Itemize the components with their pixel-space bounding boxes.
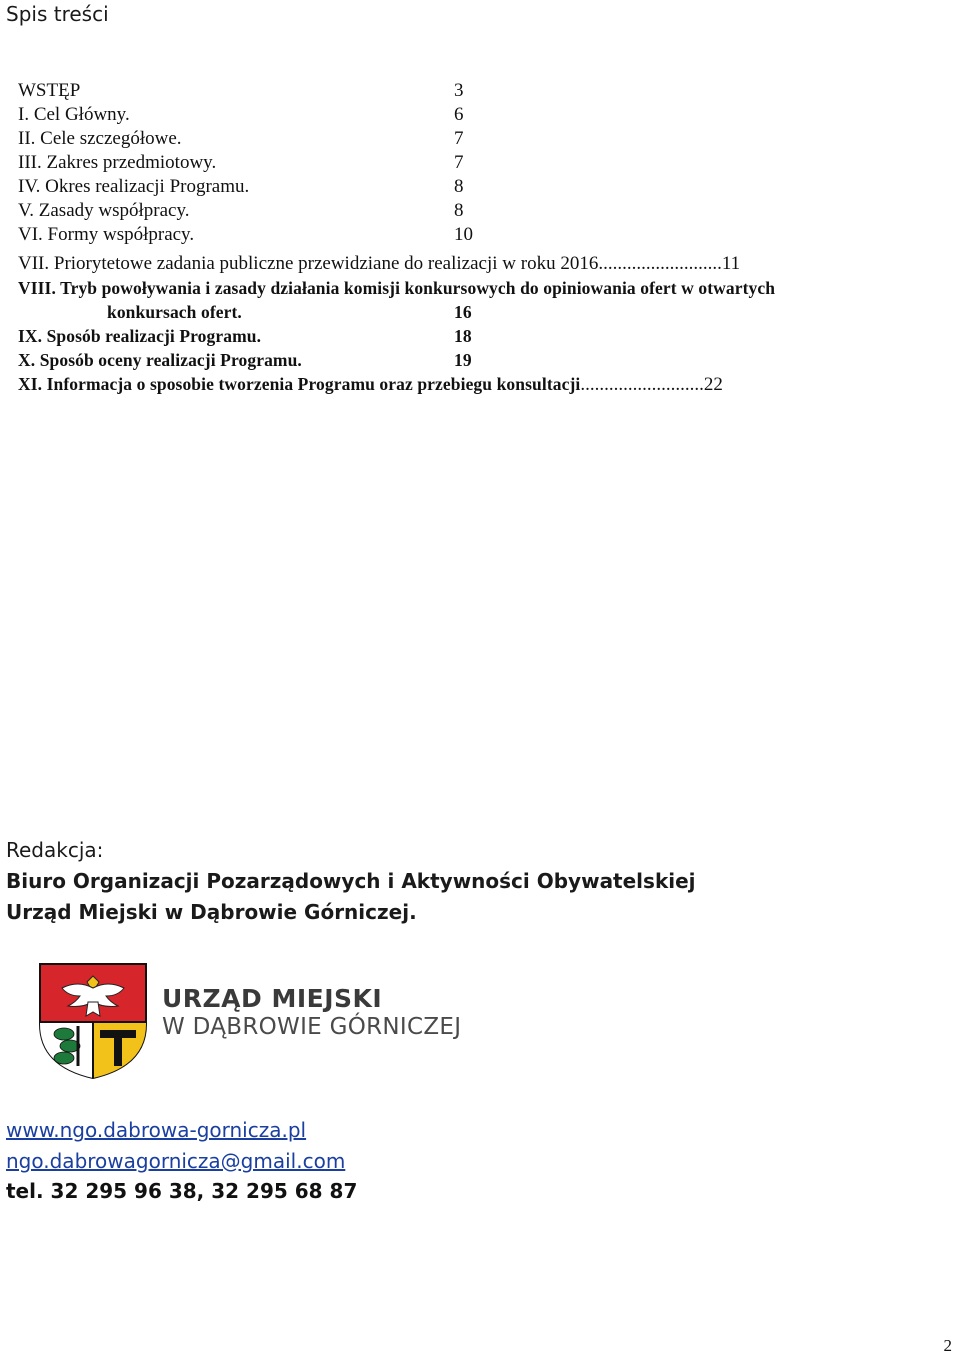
toc-item[interactable]: [18, 324, 472, 348]
phone-numbers: tel. 32 295 96 38, 32 295 68 87: [6, 1179, 358, 1203]
toc-item[interactable]: [18, 127, 464, 151]
toc-item-page: 3: [454, 80, 464, 101]
toc-item[interactable]: [18, 223, 473, 247]
toc-item-page: 10: [454, 224, 473, 245]
editorial-label: Redakcja:: [6, 838, 104, 862]
toc-item-title: VI. Formy współpracy.: [18, 224, 195, 245]
page-number: 2: [943, 1336, 952, 1355]
logo-text-line2: W DĄBROWIE GÓRNICZEJ: [162, 1014, 462, 1040]
toc-item-title: XI. Informacja o sposobie tworzenia Programu oraz przebiegu konsultacji: [18, 374, 581, 394]
toc-item-leader: ..........................: [580, 374, 704, 395]
email-link-text[interactable]: ngo.dabrowagornicza@gmail.com: [6, 1149, 346, 1173]
editorial-city-office: Urząd Miejski w Dąbrowie Górniczej.: [6, 900, 417, 924]
toc-item[interactable]: [18, 372, 723, 396]
toc-item-title: VII. Priorytetowe zadania publiczne przewidziane do realizacji w roku 2016: [18, 253, 599, 274]
toc-item-page: 7: [454, 128, 464, 149]
coat-of-arms-icon: [38, 962, 148, 1080]
logo-text-line1: URZĄD MIEJSKI: [162, 984, 383, 1013]
page-title: Spis treści: [6, 2, 109, 26]
toc-item-page: 11: [721, 253, 741, 274]
toc-item-title: III. Zakres przedmiotowy.: [18, 152, 217, 173]
toc-item-page: 6: [454, 104, 464, 125]
toc-item-continuation[interactable]: [107, 300, 472, 324]
editorial-office: Biuro Organizacji Pozarządowych i Aktywności Obywatelskiej: [6, 869, 696, 893]
toc-item-title: VIII. Tryb powoływania i zasady działania komisji konkursowych do opiniowania ofert w otwartych: [18, 278, 776, 298]
toc-item[interactable]: [18, 79, 464, 103]
toc-item[interactable]: [18, 175, 464, 199]
toc-item-page: 16: [454, 302, 472, 322]
toc-item-page: 18: [454, 326, 472, 346]
toc-item[interactable]: [18, 348, 472, 372]
email-link[interactable]: [6, 1149, 345, 1173]
toc-item-title: I. Cel Główny.: [18, 104, 130, 125]
website-link[interactable]: [6, 1118, 306, 1142]
toc-item-title: IX. Sposób realizacji Programu.: [18, 326, 262, 346]
toc-item[interactable]: [18, 276, 775, 300]
toc-item[interactable]: [18, 151, 464, 175]
toc-item[interactable]: [18, 103, 464, 127]
toc-item-page: 22: [703, 374, 723, 395]
toc-item-page: 7: [454, 152, 464, 173]
toc-item[interactable]: [18, 199, 464, 223]
toc-item-page: 8: [454, 200, 464, 221]
toc-item-page: 19: [454, 350, 472, 370]
toc-item-title: V. Zasady współpracy.: [18, 200, 190, 221]
toc-item-page: 8: [454, 176, 464, 197]
toc-item[interactable]: [18, 252, 740, 276]
toc-item-title: WSTĘP: [18, 80, 81, 101]
toc-item-leader: ..........................: [598, 253, 722, 274]
toc-item-title: II. Cele szczegółowe.: [18, 128, 182, 149]
toc-item-title: X. Sposób oceny realizacji Programu.: [18, 350, 302, 370]
website-link-text[interactable]: www.ngo.dabrowa-gornicza.pl: [6, 1118, 307, 1142]
toc-item-title-cont: konkursach ofert.: [107, 302, 242, 322]
toc-item-title: IV. Okres realizacji Programu.: [18, 176, 250, 197]
